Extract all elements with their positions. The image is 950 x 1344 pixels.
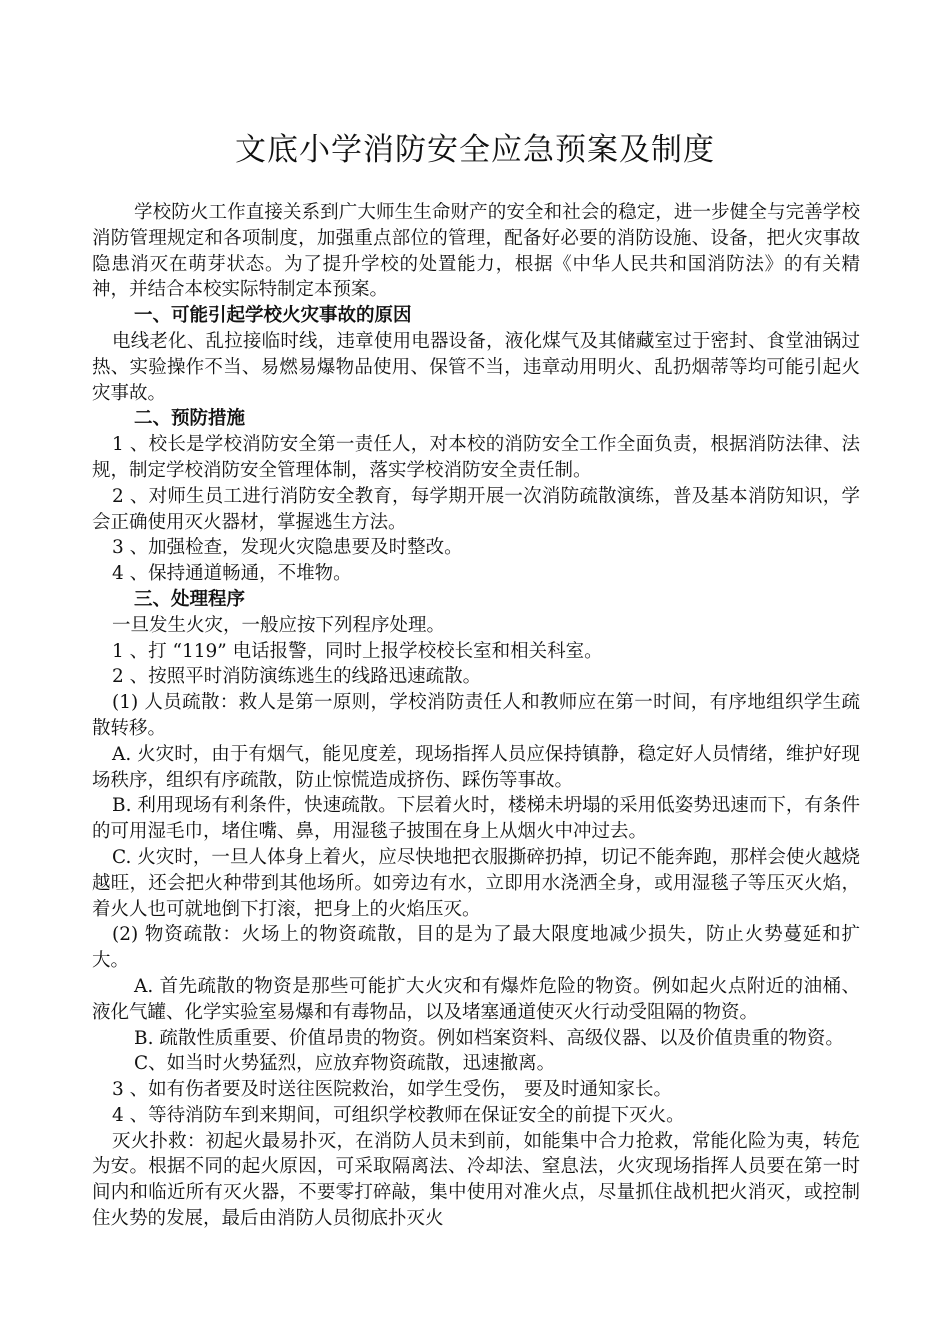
prevention-item-3: 3 、加强检查，发现火灾隐患要及时整改。 — [112, 537, 463, 559]
people-evacuation-c: C. 火灾时，一旦人体身上着火，应尽快地把衣服撕碎扔掉，切记不能奔跑，那样会使火越烧越旺，还会把火种带到其他场所。如旁边有水，立即用水浇洒全身，或用湿毯子等压灭火焰，着火人也可就地倒下打滚，把身上的火焰压灭。 — [92, 846, 860, 920]
procedure-step-2: 2 、按照平时消防演练逃生的线路迅速疏散。 — [112, 666, 482, 688]
firefighting-paragraph: 灭火扑救：初起火最易扑灭，在消防人员未到前，如能集中合力抢救，常能化险为夷，转危为安。根据不同的起火原因，可采取隔离法、冷却法、窒息法，火灾现场指挥人员要在第一时间内和临近所有灭火器，不要零打碎敲，集中使用对准火点，尽量抓住战机把火消灭，或控制住火势的发展，最后由消防人员彻底扑灭火 — [92, 1130, 860, 1230]
procedure-step-1: 1 、打 “119” 电话报警，同时上报学校校长室和相关科室。 — [112, 640, 603, 662]
goods-evacuation: (2) 物资疏散：火场上的物资疏散，目的是为了最大限度地减少损失，防止火势蔓延和扩大。 — [92, 924, 860, 972]
procedure-step-3: 3 、如有伤者要及时送往医院救治，如学生受伤， 要及时通知家长。 — [112, 1079, 673, 1101]
causes-paragraph: 电线老化、乱拉接临时线，违章使用电器设备，液化煤气及其储藏室过于密封、食堂油锅过热、实验操作不当、易燃易爆物品使用、保管不当，违章动用明火、乱扔烟蒂等均可能引起火灾事故。 — [92, 330, 860, 404]
goods-evacuation-c: C、如当时火势猛烈，应放弃物资疏散，迅速撤离。 — [134, 1053, 556, 1075]
document-body — [92, 200, 860, 1232]
prevention-item-4: 4 、保持通道畅通，不堆物。 — [112, 563, 352, 585]
intro-paragraph: 学校防火工作直接关系到广大师生生命财产的安全和社会的稳定，进一步健全与完善学校消防管理规定和各项制度，加强重点部位的管理，配备好必要的消防设施、设备，把火灾事故隐患消灭在萌芽状态。为了提升学校的处置能力，根据《中华人民共和国消防法》的有关精神，并结合本校实际特制定本预案。 — [92, 202, 860, 301]
section-heading-procedure: 三、处理程序 — [134, 588, 246, 610]
section-heading-causes: 一、可能引起学校火灾事故的原因 — [134, 305, 412, 327]
people-evacuation-a: A. 火灾时，由于有烟气，能见度差，现场指挥人员应保持镇静，稳定好人员情绪，维护好现场秩序，组织有序疏散，防止惊慌造成挤伤、踩伤等事故。 — [92, 743, 860, 791]
procedure-step-4: 4 、等待消防车到来期间，可组织学校教师在保证安全的前提下灭火。 — [112, 1104, 685, 1126]
people-evacuation: (1) 人员疏散：救人是第一原则，学校消防责任人和教师应在第一时间，有序地组织学生疏散转移。 — [92, 692, 860, 739]
prevention-item-2: 2 、对师生员工进行消防安全教育，每学期开展一次消防疏散演练，普及基本消防知识，学会正确使用灭火器材，掌握逃生方法。 — [92, 485, 860, 533]
document-title: 文底小学消防安全应急预案及制度 — [235, 132, 715, 168]
goods-evacuation-b: B. 疏散性质重要、价值昂贵的物资。例如档案资料、高级仪器、以及价值贵重的物资。 — [134, 1027, 844, 1049]
goods-evacuation-a: A. 首先疏散的物资是那些可能扩大火灾和有爆炸危险的物资。例如起火点附近的油桶、液化气罐、化学实验室易爆和有毒物品，以及堵塞通道使灭火行动受阻隔的物资。 — [92, 975, 860, 1023]
section-heading-prevention: 二、预防措施 — [134, 408, 246, 430]
procedure-lead: 一旦发生火灾，一般应按下列程序处理。 — [112, 614, 446, 636]
prevention-item-1: 1 、校长是学校消防安全第一责任人，对本校的消防安全工作全面负责，根据消防法律、法规，制定学校消防安全管理体制，落实学校消防安全责任制。 — [92, 434, 860, 481]
people-evacuation-b: B. 利用现场有利条件，快速疏散。下层着火时，楼梯未坍塌的采用低姿势迅速而下，有条件的可用湿毛巾，堵住嘴、鼻，用湿毯子披围在身上从烟火中冲过去。 — [92, 795, 860, 843]
